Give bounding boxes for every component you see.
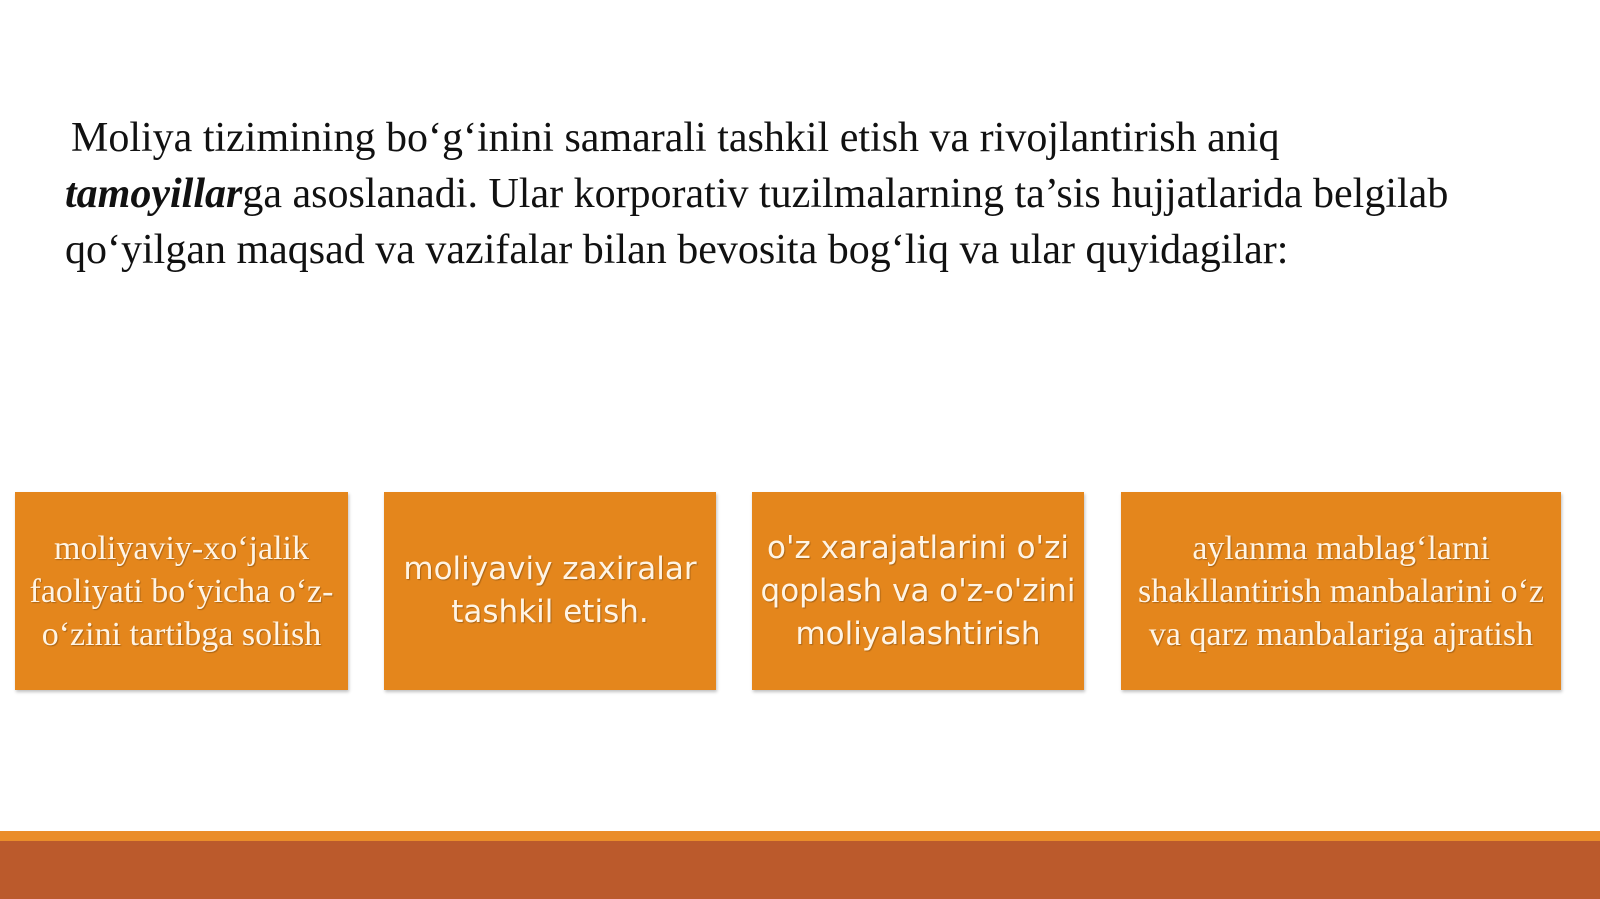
principle-box-working-capital xyxy=(1121,492,1561,690)
principle-box-reserves xyxy=(384,492,716,690)
principle-text: moliyaviy-xo‘jalik faoliyati bo‘yicha o‘z-o‘zini tartibga solish xyxy=(29,529,334,653)
footer-bar xyxy=(0,841,1600,899)
principle-box-self-financing xyxy=(752,492,1084,690)
intro-first-line: Moliya tizimining bo‘g‘inini samarali tashkil etish va rivojlantirish aniq xyxy=(71,115,1280,161)
principle-text: aylanma mablag‘larni shakllantirish manbalarini o‘z va qarz manbalariga ajratish xyxy=(1138,529,1544,653)
principle-text: moliyaviy zaxiralar tashkil etish. xyxy=(403,551,697,630)
principle-text: o'z xarajatlarini o'zi qoplash va o'z-o'zini moliyalashtirish xyxy=(760,529,1076,652)
principle-box-self-regulation xyxy=(15,492,348,690)
intro-paragraph xyxy=(65,110,1545,278)
footer-accent-line xyxy=(0,831,1600,841)
intro-rest: ga asoslanadi. Ular korporativ tuzilmalarning ta’sis hujjatlarida belgilab qo‘yilgan maqsad va vazifalar bilan bevosita bog‘liq va ular quyidagilar: xyxy=(65,171,1449,273)
intro-emphasis: tamoyillar xyxy=(65,171,243,217)
